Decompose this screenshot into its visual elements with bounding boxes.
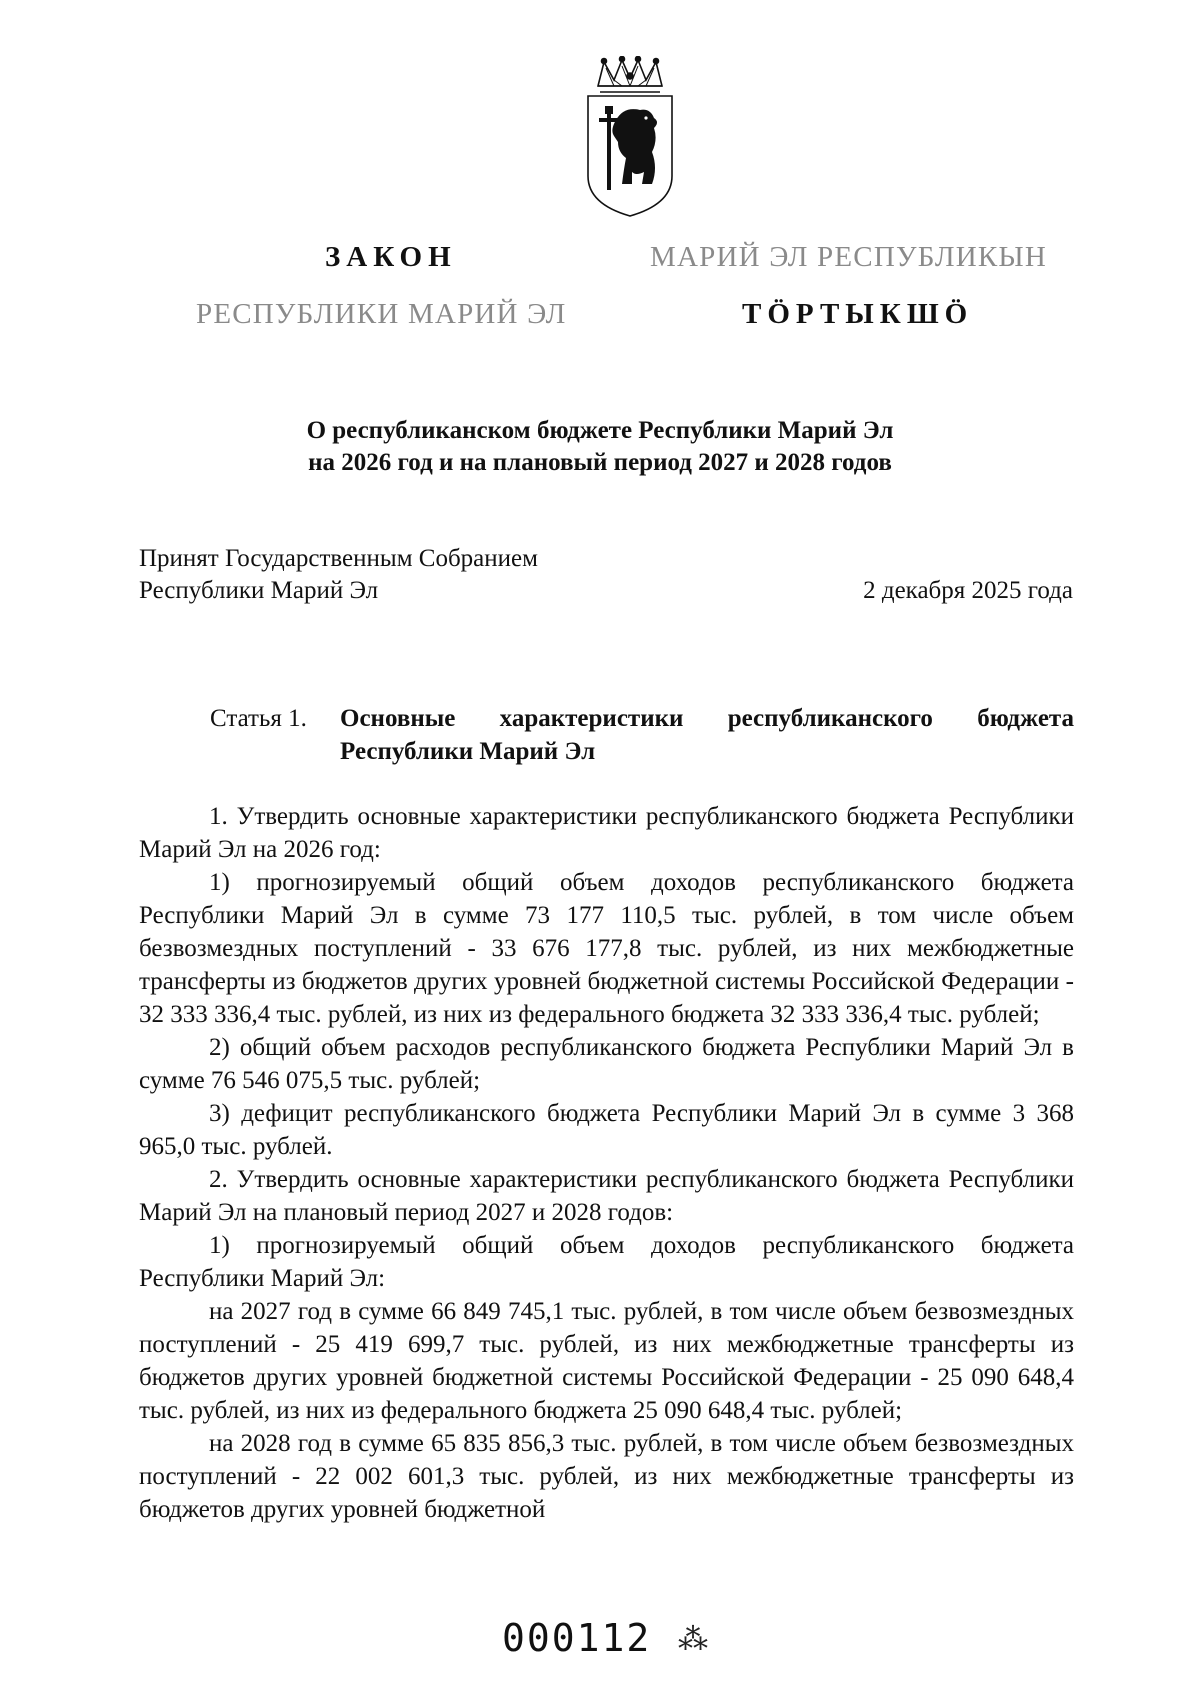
law-label-mari: ТӦРТЫКШӦ (742, 298, 974, 330)
article-number: Статья 1. (210, 705, 307, 732)
paragraph: 2. Утвердить основные характеристики республиканского бюджета Республики Марий Эл на плановый период 2027 и 2028 годов: (139, 1166, 1074, 1226)
paragraph: 1) прогнозируемый общий объем доходов республиканского бюджета Республики Марий Эл в сумме 73 177 110,5 тыс. рублей, в том числе объем безвозмездных поступлений - 33 676 177,8 тыс. рублей, из них межбюджетные трансферты из бюджетов других уровней бюджетной системы Российской Федерации - 32 333 336,4 тыс. рублей, из них из федерального бюджета 32 333 336,4 тыс. рублей; (139, 869, 1074, 1028)
document-title (0, 415, 1200, 479)
crown-icon (598, 57, 662, 93)
title-line-1: О республиканском бюджете Республики Марий Эл (306, 417, 894, 444)
paragraph: на 2027 год в сумме 66 849 745,1 тыс. рублей, в том числе объем безвозмездных поступлений - 25 419 699,7 тыс. рублей, из них межбюджетные трансферты из бюджетов других уровней бюджетной системы Российской Федерации - 25 090 648,4 тыс. рублей, из них из федерального бюджета 25 090 648,4 тыс. рублей; (139, 1298, 1074, 1424)
adoption-info (139, 543, 538, 607)
paragraph: 2) общий объем расходов республиканского бюджета Республики Марий Эл в сумме 76 546 075,5 тыс. рублей; (139, 1034, 1074, 1094)
paragraph: на 2028 год в сумме 65 835 856,3 тыс. рублей, в том числе объем безвозмездных поступлений - 22 002 601,3 тыс. рублей, из них межбюджетные трансферты из бюджетов других уровней бюджетной (139, 1430, 1074, 1523)
paragraph: 3) дефицит республиканского бюджета Республики Марий Эл в сумме 3 368 965,0 тыс. рублей. (139, 1100, 1074, 1160)
law-label: ЗАКОН (325, 241, 457, 273)
article-title: Основные характеристики республиканского бюджета Республики Марий Эл (340, 705, 1074, 765)
paragraph: 1. Утвердить основные характеристики республиканского бюджета Республики Марий Эл на 2026 год: (139, 803, 1074, 863)
asterism-icon: ⁂ (678, 1623, 708, 1656)
adoption-line-2: Республики Марий Эл (139, 577, 379, 604)
coat-of-arms-icon (584, 56, 676, 220)
republic-name-russian: РЕСПУБЛИКИ МАРИЙ ЭЛ (196, 298, 567, 330)
serial-number: 000112 (502, 1616, 652, 1660)
paragraph: 1) прогнозируемый общий объем доходов республиканского бюджета Республики Марий Эл: (139, 1232, 1074, 1292)
article-body (139, 800, 1074, 1526)
title-line-2: на 2026 год и на плановый период 2027 и 2028 годов (308, 449, 892, 476)
adoption-line-1: Принят Государственным Собранием (139, 545, 538, 572)
republic-name-mari: МАРИЙ ЭЛ РЕСПУБЛИКЫН (650, 241, 1048, 273)
adoption-date: 2 декабря 2025 года (863, 577, 1073, 604)
